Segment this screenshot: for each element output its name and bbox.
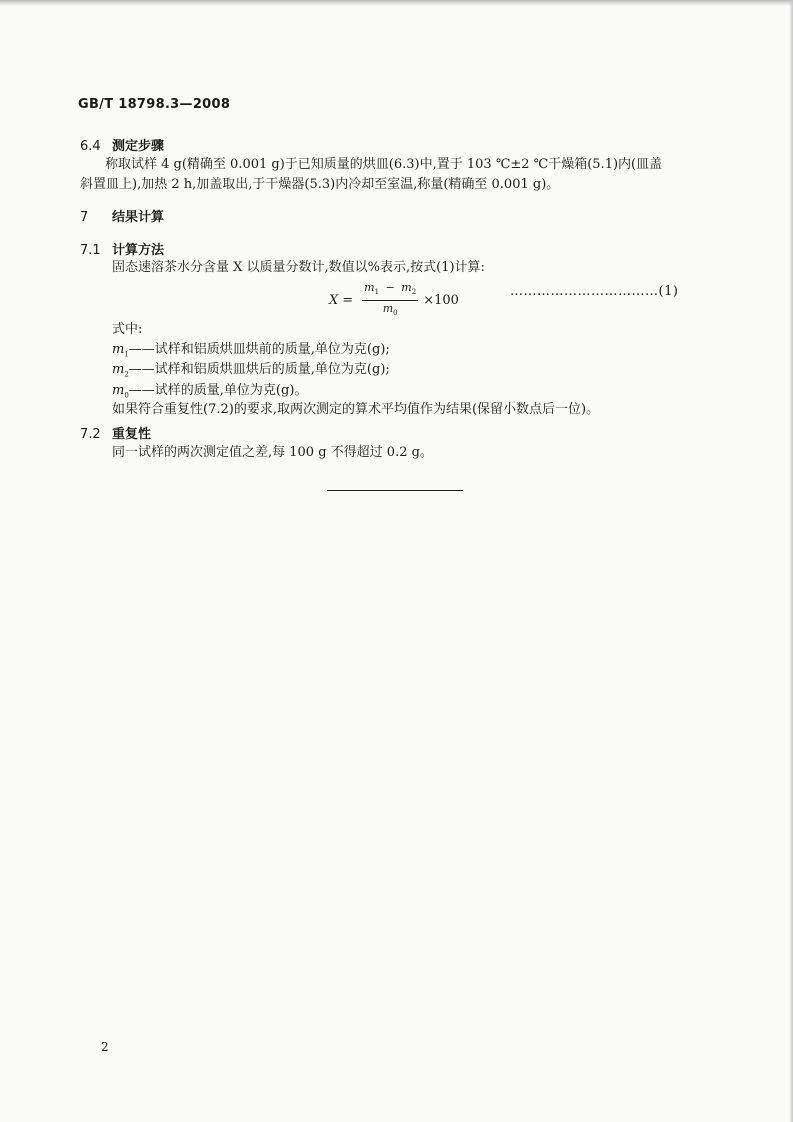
section-7-1-heading bbox=[80, 243, 164, 259]
formula-m2: m bbox=[401, 281, 412, 294]
section-6-4-title: 测定步骤 bbox=[112, 139, 165, 154]
def-m0-sub: 0 bbox=[124, 391, 129, 400]
standard-code-header: GB/T 18798.3—2008 bbox=[78, 97, 231, 112]
def-m0-symbol: m bbox=[112, 383, 125, 398]
def-m1-text: ——试样和铝质烘皿烘前的质量,单位为克(g); bbox=[128, 342, 390, 357]
section-7-1-title: 计算方法 bbox=[112, 243, 165, 258]
definition-m2 bbox=[112, 362, 390, 383]
section-7-2-heading bbox=[80, 427, 151, 443]
formula-lhs: X bbox=[329, 293, 339, 309]
def-m0-text: ——试样的质量,单位为克(g)。 bbox=[128, 383, 308, 398]
formula-m1: m bbox=[364, 281, 375, 294]
formula-m0-sub: 0 bbox=[393, 309, 398, 318]
def-m1-symbol: m bbox=[112, 342, 125, 357]
page-number: 2 bbox=[101, 1040, 109, 1054]
formula-m2-sub: 2 bbox=[411, 288, 417, 297]
section-7-1-number: 7.1 bbox=[80, 243, 101, 258]
moisture-formula bbox=[329, 281, 459, 320]
equation-number: ……………………………(1) bbox=[510, 284, 679, 299]
section-7-1-intro: 固态速溶茶水分含量 X 以质量分数计,数值以%表示,按式(1)计算: bbox=[112, 260, 485, 275]
scan-edge-right bbox=[789, 0, 793, 1122]
def-m2-symbol: m bbox=[112, 362, 125, 377]
section-6-4-number: 6.4 bbox=[80, 139, 101, 154]
definition-m1 bbox=[112, 342, 390, 363]
section-6-4-line2: 斜置皿上),加热 2 h,加盖取出,于干燥器(5.3)内冷却至室温,称量(精确至 0.001 g)。 bbox=[80, 177, 560, 192]
section-7-number: 7 bbox=[80, 210, 89, 225]
section-7-2-number: 7.2 bbox=[80, 427, 101, 442]
formula-denominator bbox=[383, 301, 398, 320]
definition-m0 bbox=[112, 383, 307, 404]
formula-times-100: ×100 bbox=[423, 293, 459, 309]
formula-equals: = bbox=[342, 293, 354, 309]
section-7-1-conclusion: 如果符合重复性(7.2)的要求,取两次测定的算术平均值作为结果(保留小数点后一位)。 bbox=[112, 402, 600, 417]
section-7-heading bbox=[80, 210, 164, 226]
def-m2-text: ——试样和铝质烘皿烘后的质量,单位为克(g); bbox=[128, 362, 390, 377]
def-m2-sub: 2 bbox=[124, 370, 129, 379]
where-label: 式中: bbox=[112, 322, 143, 337]
end-rule bbox=[327, 490, 463, 491]
def-m1-sub: 1 bbox=[124, 350, 129, 359]
scan-edge-top bbox=[0, 0, 793, 6]
section-7-2-text: 同一试样的两次测定值之差,每 100 g 不得超过 0.2 g。 bbox=[112, 445, 433, 460]
section-7-2-title: 重复性 bbox=[112, 427, 152, 442]
formula-numerator bbox=[362, 281, 418, 301]
section-6-4-heading bbox=[80, 139, 164, 155]
formula-m1-sub: 1 bbox=[374, 288, 380, 297]
formula-minus: − bbox=[385, 281, 395, 294]
formula-fraction bbox=[362, 281, 418, 320]
section-6-4-line1: 称取试样 4 g(精确至 0.001 g)于已知质量的烘皿(6.3)中,置于 103 ℃±2 ℃干燥箱(5.1)内(皿盖 bbox=[105, 157, 663, 172]
section-7-title: 结果计算 bbox=[112, 210, 165, 225]
formula-m0: m bbox=[382, 302, 394, 316]
